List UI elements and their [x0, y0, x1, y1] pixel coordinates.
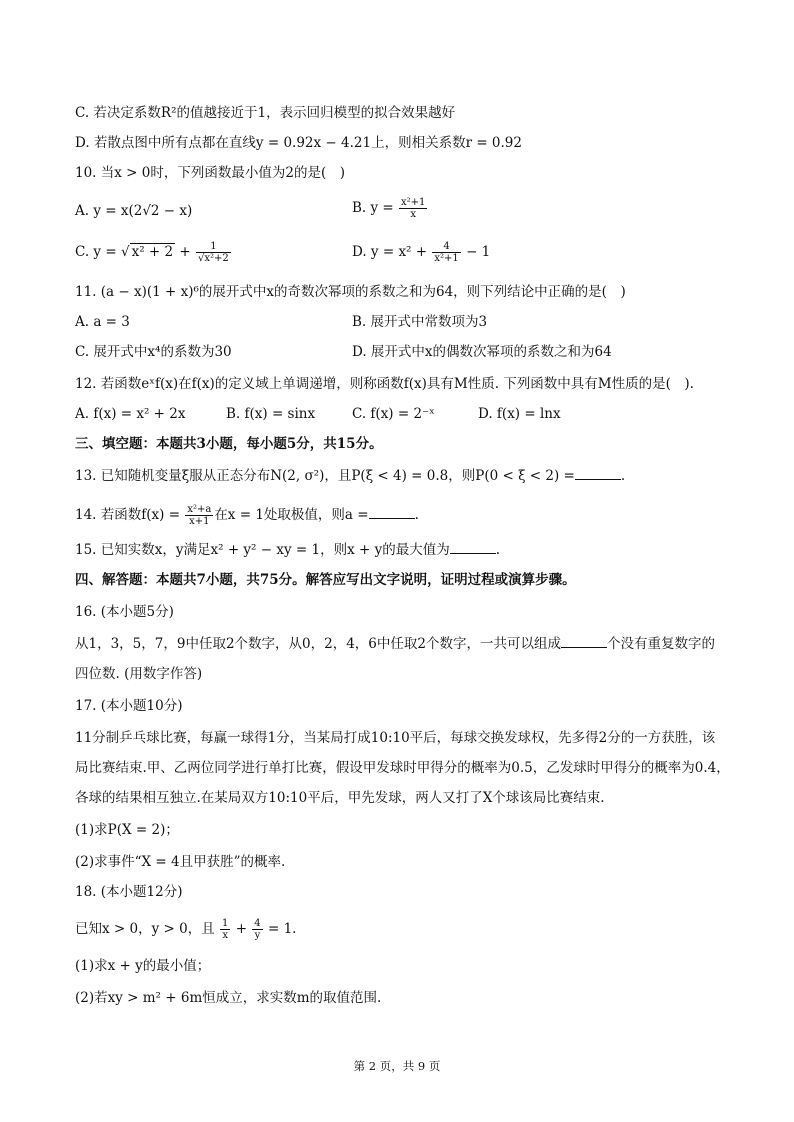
q17-head: 17. (本小题10分) — [75, 698, 183, 714]
q10-b-numerator: x²+1 — [401, 197, 426, 208]
q11-option-b: B. 展开式中常数项为3 — [352, 314, 488, 330]
q13-text: 13. 已知随机变量ξ服从正态分布N(2, σ²)，且P(ξ < 4) = 0.8，则P(0 < ξ < 2) = — [75, 468, 575, 484]
q10-stem: 10. 当x > 0时，下列函数最小值为2的是( ) — [75, 165, 345, 181]
q15-end: . — [495, 542, 501, 558]
q18-fraction-1 — [220, 918, 230, 941]
q10-d-fraction — [432, 241, 460, 264]
q14-answer-blank[interactable] — [369, 506, 415, 519]
q13 — [75, 466, 625, 486]
q18-f1-denominator: x — [222, 930, 229, 941]
q16-line1-b: 个没有重复数字的 — [606, 636, 715, 652]
q18-fraction-2 — [252, 918, 262, 941]
q10-c-plus: + — [179, 244, 191, 260]
q10-c-root: x² + 2 — [131, 244, 174, 260]
q18-f2-denominator: y — [254, 930, 261, 941]
q9-option-c: C. 若决定系数R²的值越接近于1，表示回归模型的拟合效果越好 — [75, 105, 456, 121]
q17-line2: 局比赛结束.甲、乙两位同学进行单打比赛，假设甲发球时甲得分的概率为0.5，乙发球时甲得分的概率为0.4， — [75, 760, 730, 776]
q14-end: . — [414, 507, 419, 523]
q10-d-numerator: 4 — [432, 241, 460, 253]
q13-end: . — [620, 468, 626, 484]
q14-fraction — [185, 504, 213, 527]
q10-d-prefix: D. y = x² + — [352, 244, 428, 260]
q12-stem: 12. 若函数eˣf(x)在f(x)的定义域上单调递增，则称函数f(x)具有M性质. 下列函数中具有M性质的是( ). — [75, 376, 694, 392]
q11-option-d: D. 展开式中x的偶数次幂项的系数之和为64 — [352, 344, 612, 360]
q18-part2: (2)若xy > m² + 6m恒成立，求实数m的取值范围. — [75, 990, 382, 1006]
q10-option-c: C. y = √ x² + 2 + $\frac{1}{\text{√x²+2}}$ — [75, 241, 229, 264]
q12-option-b: B. f(x) = sinx — [226, 406, 316, 422]
q16-line1-a: 从1，3，5，7，9中任取2个数字，从0，2，4，6中任取2个数字，一共可以组成 — [75, 636, 561, 652]
q16-line2: 四位数. (用数字作答) — [75, 666, 203, 682]
q10-b-prefix: B. y = — [352, 200, 394, 216]
q15-answer-blank[interactable] — [450, 541, 496, 554]
q18-condition — [75, 918, 296, 941]
q18-f1-numerator: 1 — [222, 918, 229, 929]
q16-head: 16. (本小题5分) — [75, 604, 174, 620]
q15 — [75, 540, 500, 560]
page-footer: 第 2 页，共 9 页 — [353, 1059, 441, 1073]
q10-c-fraction — [196, 241, 231, 264]
q10-c-prefix: C. y = — [75, 244, 117, 260]
q18-cond-suffix: = 1. — [267, 921, 297, 937]
q17-part2: (2)求事件“X = 4且甲获胜”的概率. — [75, 854, 286, 870]
q10-c-numerator: 1 — [196, 241, 231, 253]
q14-suffix: 在x = 1处取极值，则a = — [214, 507, 369, 523]
q12-option-d: D. f(x) = lnx — [478, 406, 561, 422]
q10-b-denominator: x — [410, 209, 417, 220]
q10-d-denominator: x²+1 — [434, 253, 459, 264]
q12-option-c: C. f(x) = 2⁻ˣ — [352, 406, 435, 422]
q18-plus: + — [235, 921, 247, 937]
q14-prefix: 14. 若函数f(x) = — [75, 507, 181, 523]
q11-option-c: C. 展开式中x⁴的系数为30 — [75, 344, 232, 360]
q17-line1: 11分制乒乓球比赛，每赢一球得1分，当某局打成10:10平后，每球交换发球权，先多得2分的一方获胜，该 — [75, 730, 716, 746]
q14-numerator: x²+a — [187, 504, 212, 515]
q12-option-a: A. f(x) = x² + 2x — [75, 406, 186, 422]
section-fill-in-heading: 三、填空题：本题共3小题，每小题5分，共15分。 — [75, 436, 383, 452]
q9-option-d: D. 若散点图中所有点都在直线y = 0.92x − 4.21上，则相关系数r = 0.92 — [75, 135, 522, 151]
q18-f2-numerator: 4 — [254, 918, 261, 929]
q18-head: 18. (本小题12分) — [75, 884, 183, 900]
q17-line3: 各球的结果相互独立.在某局双方10:10平后，甲先发球，两人又打了X个球该局比赛结束. — [75, 790, 605, 806]
q14-denominator: x+1 — [189, 516, 210, 527]
q17-part1: (1)求P(X = 2)； — [75, 822, 179, 838]
q10-c-denominator: √x²+2 — [198, 253, 229, 264]
q16-answer-blank[interactable] — [561, 635, 607, 648]
q18-cond-prefix: 已知x > 0，y > 0，且 — [75, 921, 215, 937]
q10-option-d — [352, 241, 490, 264]
q15-text: 15. 已知实数x，y满足x² + y² − xy = 1，则x + y的最大值为 — [75, 542, 450, 558]
q10-option-b — [352, 197, 428, 220]
q11-option-a: A. a = 3 — [75, 314, 130, 330]
q10-option-a: A. y = x(2√2 − x) — [75, 203, 193, 219]
q14 — [75, 504, 419, 527]
q13-answer-blank[interactable] — [575, 467, 621, 480]
q11-stem: 11. (a − x)(1 + x)⁶的展开式中x的奇数次幂项的系数之和为64，则下列结论中正确的是( ) — [75, 284, 626, 300]
section-solve-heading: 四、解答题：本题共7小题，共75分。解答应写出文字说明，证明过程或演算步骤。 — [75, 572, 576, 588]
q10-d-suffix: − 1 — [466, 244, 491, 260]
q18-part1: (1)求x + y的最小值； — [75, 958, 211, 974]
q10-b-fraction — [399, 197, 427, 220]
q16-line1 — [75, 634, 715, 654]
